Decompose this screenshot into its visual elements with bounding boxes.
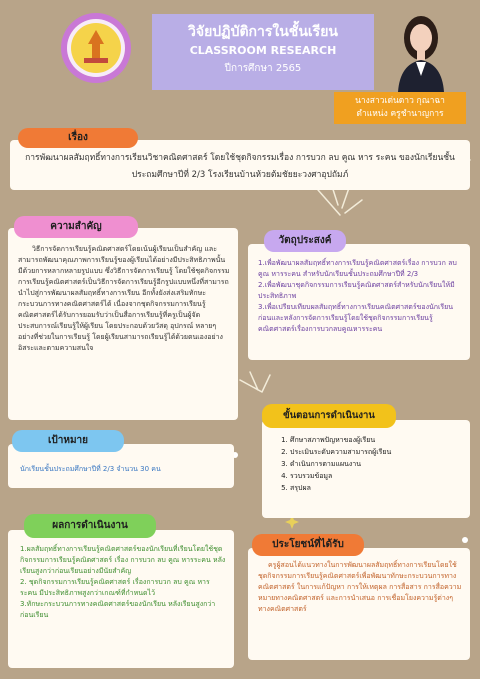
benefits-box xyxy=(248,548,470,660)
steps-box xyxy=(262,420,470,518)
objective-item: 1.เพื่อพัฒนาผลสัมฤทธิ์ทางการเรียนรู้คณิตศาสตร์เรื่อง การบวก ลบ คูณ หารระคน สำหรับนักเรียนชั้นประถมศึกษาปีที่ 2/3 xyxy=(258,259,457,278)
teacher-photo xyxy=(390,6,452,92)
objectives-label: วัตถุประสงค์ xyxy=(264,230,346,252)
benefits-label: ประโยชน์ที่ได้รับ xyxy=(252,534,364,556)
title-english: CLASSROOM RESEARCH xyxy=(189,44,337,57)
steps-list xyxy=(276,434,462,494)
significance-text: วิธีการจัดการเรียนรู้คณิตศาสตร์โดยเน้นผู้เรียนเป็นสำคัญ และสามารถพัฒนาคุณภาพการเรียนรู้ของผู้เรียนได้อย่างมีประสิทธิภาพนั้น มีด้วยการหลากหลายรูปแบบ ซึ่งวิธีการจัดการเรียนรู้ โดยใช้ชุดกิจกรรมการเรียนรู้คณิตศาสตร์เป็นวิธีการจัดการเรียนรู้อีกรูปแบบหนึ่งที่สามารถนำไปสู่การพัฒนาผลสัมฤทธิ์ทางการเรียน อีกทั้งยังส่งเสริมทักษะกระบวนการทางคณิตศาสตร์ได้ เนื่องจากชุดกิจกรรมการเรียนรู้คณิตศาสตร์ได้รับการยอมรับว่าเป็นสื่อการเรียนรู้ที่ครูเป็นผู้จัดประสบการณ์เรียนรู้ให้ผู้เรียน โดยประกอบด้วยวัสดุ อุปกรณ์ หลายๆ อย่างที่ช่วยในการเรียนรู้ โดยผู้เรียนสามารถเรียนรู้ได้ด้วยตนเองอย่างอิสระและตามความสนใจ xyxy=(18,245,230,352)
header-panel xyxy=(152,14,374,90)
step-item: 1. ศึกษาสภาพปัญหาของผู้เรียน xyxy=(290,434,462,446)
target-label: เป้าหมาย xyxy=(12,430,124,452)
objectives-box xyxy=(248,244,470,360)
target-text: นักเรียนชั้นประถมศึกษาปีที่ 2/3 จำนวน 30 คน xyxy=(20,465,161,473)
significance-box xyxy=(8,228,238,420)
steps-label: ขั้นตอนการดำเนินงาน xyxy=(262,404,396,428)
objective-item: 3.เพื่อเปรียบเทียบผลสัมฤทธิ์ทางการเรียนคณิตศาสตร์ของนักเรียนก่อนและหลังการจัดการเรียนรู้โดยใช้ชุดกิจกรรมการเรียนรู้คณิตศาสตร์เรื่องการบวกลบคูณหารระคน xyxy=(258,303,454,333)
academic-year: ปีการศึกษา 2565 xyxy=(224,63,302,74)
results-label: ผลการดำเนินงาน xyxy=(24,514,156,538)
result-item: 3.ทักษะกระบวนการทางคณิตศาสตร์ของนักเรียน หลังเรียนสูงกว่าก่อนเรียน xyxy=(20,600,216,619)
step-item: 2. ประเมินระดับความสามารถผู้เรียน xyxy=(290,446,462,458)
step-item: 3. ดำเนินการตามแผนงาน xyxy=(290,458,462,470)
result-item: 1.ผลสัมฤทธิ์ทางการเรียนรู้คณิตศาสตร์ของนักเรียนที่เรียนโดยใช้ชุดกิจกรรมการเรียนรู้คณิตศาสตร์ เรื่อง การบวก ลบ คูณ หารระคน หลังเรียนสูงกว่าก่อนเรียนอย่างมีนัยสำคัญ xyxy=(20,545,226,575)
author-name: นางสาวเด่นดาว กุณาฉา xyxy=(355,96,445,106)
topic-text: การพัฒนาผลสัมฤทธิ์ทางการเรียนวิชาคณิตศาสตร์ โดยใช้ชุดกิจกรรมเรื่อง การบวก ลบ คูณ หาร ระคน ของนักเรียนชั้นประถมศึกษาปีที่ 2/3 โรงเรียนบ้านห้วยต้มชัยยะวงศาอุปถัมภ์ xyxy=(25,153,455,180)
step-item: 4. รวบรวมข้อมูล xyxy=(290,470,462,482)
author-box xyxy=(334,92,466,124)
results-box xyxy=(8,530,234,668)
topic-label: เรื่อง xyxy=(18,128,138,148)
benefits-text: ครูผู้สอนได้แนวทางในการพัฒนาผลสัมฤทธิ์ทางการเรียนโดยใช้ชุดกิจกรรมการเรียนรู้คณิตศาสตร์เพื่อพัฒนาทักษะกระบวนการทางคณิตศาสตร์ ในการแก้ปัญหา การให้เหตุผล การสื่อสาร การสื่อความหมายทางคณิตศาสตร์ และการนำเสนอ การเชื่อมโยงความรู้ต่างๆ ทางคณิตศาสตร์ xyxy=(258,561,462,613)
result-item: 2. ชุดกิจกรรมการเรียนรู้คณิตศาสตร์ เรื่องการบวก ลบ คูณ หารระคน มีประสิทธิภาพสูงกว่าเกณฑ์ที่กำหนดไว้ xyxy=(20,578,210,597)
significance-label: ความสำคัญ xyxy=(14,216,138,238)
step-item: 5. สรุปผล xyxy=(290,482,462,494)
school-seal xyxy=(60,12,132,84)
objective-item: 2.เพื่อพัฒนาชุดกิจกรรมการเรียนรู้คณิตศาสตร์สำหรับนักเรียนให้มีประสิทธิภาพ xyxy=(258,281,455,300)
title-thai: วิจัยปฏิบัติการในชั้นเรียน xyxy=(188,24,338,40)
author-position: ตำแหน่ง ครูชำนาญการ xyxy=(356,109,444,119)
